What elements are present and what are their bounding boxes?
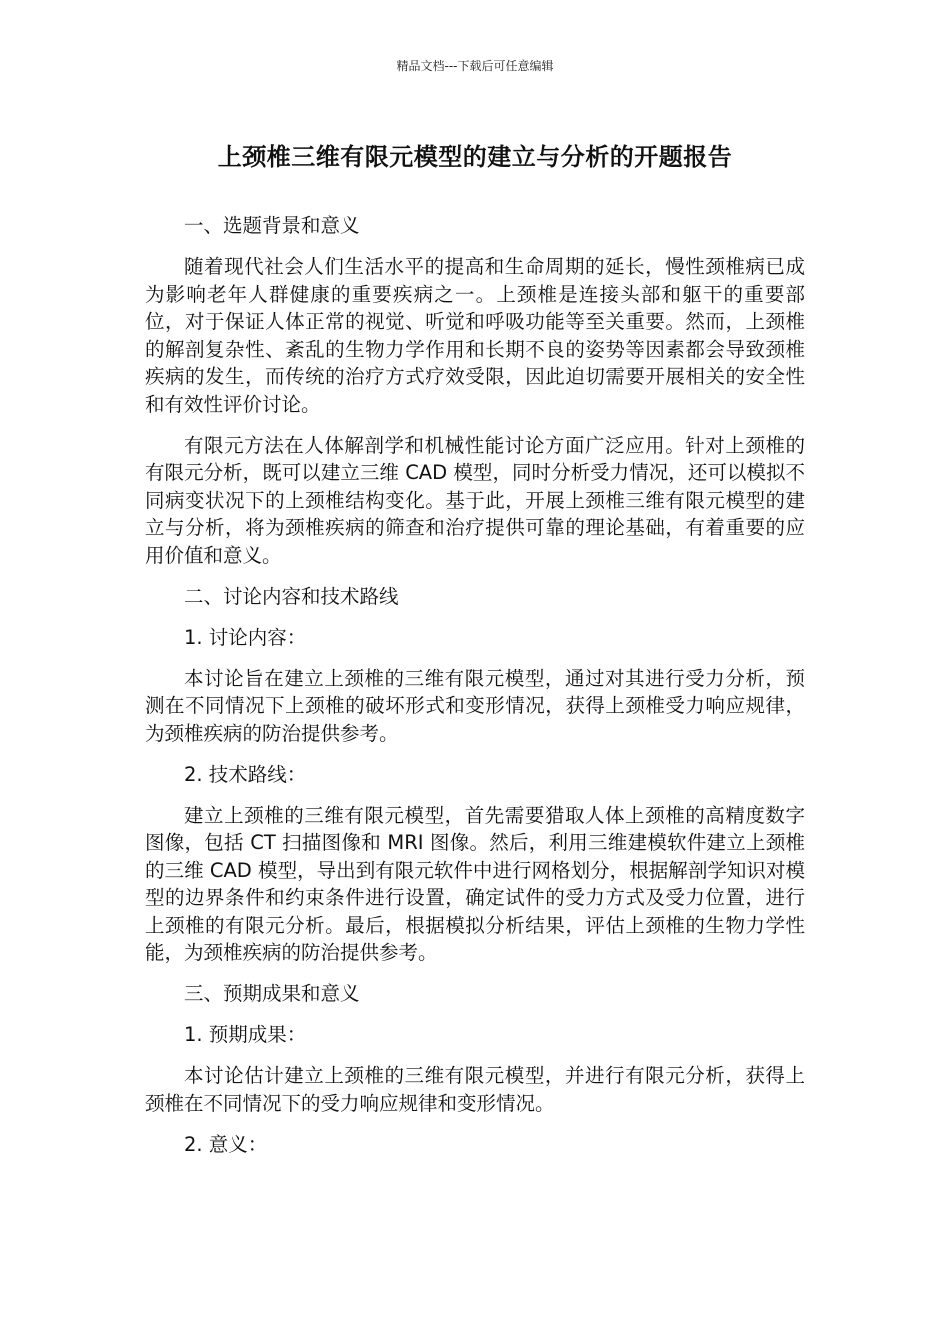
paragraph-fem-method: 有限元方法在人体解剖学和机械性能讨论方面广泛应用。针对上颈椎的有限元分析，既可以建立三维 CAD 模型，同时分析受力情况，还可以模拟不同病变状况下的上颈椎结构变化。基于此，开展上颈椎三维有限元模型的建立与分析，将为颈椎疾病的筛查和治疗提供可靠的理论基础，有着重要的应用价值和意义。 [145, 433, 805, 567]
section-heading-1: 一、选题背景和意义 [184, 214, 360, 237]
section-heading-2: 二、讨论内容和技术路线 [184, 584, 399, 608]
subheading-significance: 2. 意义： [184, 1132, 268, 1156]
subheading-research-content: 1. 讨论内容： [184, 625, 307, 649]
paragraph-background: 随着现代社会人们生活水平的提高和生命周期的延长，慢性颈椎病已成为影响老年人群健康的重要疾病之一。上颈椎是连接头部和躯干的重要部位，对于保证人体正常的视觉、听觉和呼吸功能等至关重要。然而，上颈椎的解剖复杂性、紊乱的生物力学作用和长期不良的姿势等因素都会导致颈椎疾病的发生，而传统的治疗方式疗效受限，因此迫切需要开展相关的安全性和有效性评价讨论。 [145, 255, 805, 416]
paragraph-expected-results: 本讨论估计建立上颈椎的三维有限元模型，并进行有限元分析，获得上颈椎在不同情况下的受力响应规律和变形情况。 [145, 1064, 805, 1115]
section-heading-3: 三、预期成果和意义 [184, 982, 360, 1005]
subheading-expected-results: 1. 预期成果： [184, 1023, 307, 1046]
subheading-technical-route: 2. 技术路线： [184, 762, 307, 786]
paragraph-technical-route: 建立上颈椎的三维有限元模型，首先需要猎取人体上颈椎的高精度数字图像，包括 CT 扫描图像和 MRI 图像。然后，利用三维建模软件建立上颈椎的三维 CAD 模型，导出到有限元软件中进行网格划分，根据解剖学知识对模型的边界条件和约束条件进行设置，确定试件的受力方式及受力位置，进行上颈椎的有限元分析。最后，根据模拟分析结果，评估上颈椎的生物力学性能，为颈椎疾病的防治提供参考。 [145, 803, 805, 964]
page-header: 精品文档---下载后可任意编辑 [396, 59, 554, 73]
paragraph-research-content: 本讨论旨在建立上颈椎的三维有限元模型，通过对其进行受力分析，预测在不同情况下上颈椎的破坏形式和变形情况，获得上颈椎受力响应规律，为颈椎疾病的防治提供参考。 [145, 666, 805, 745]
document-title: 上颈椎三维有限元模型的建立与分析的开题报告 [217, 143, 733, 171]
document-body [145, 212, 805, 1172]
